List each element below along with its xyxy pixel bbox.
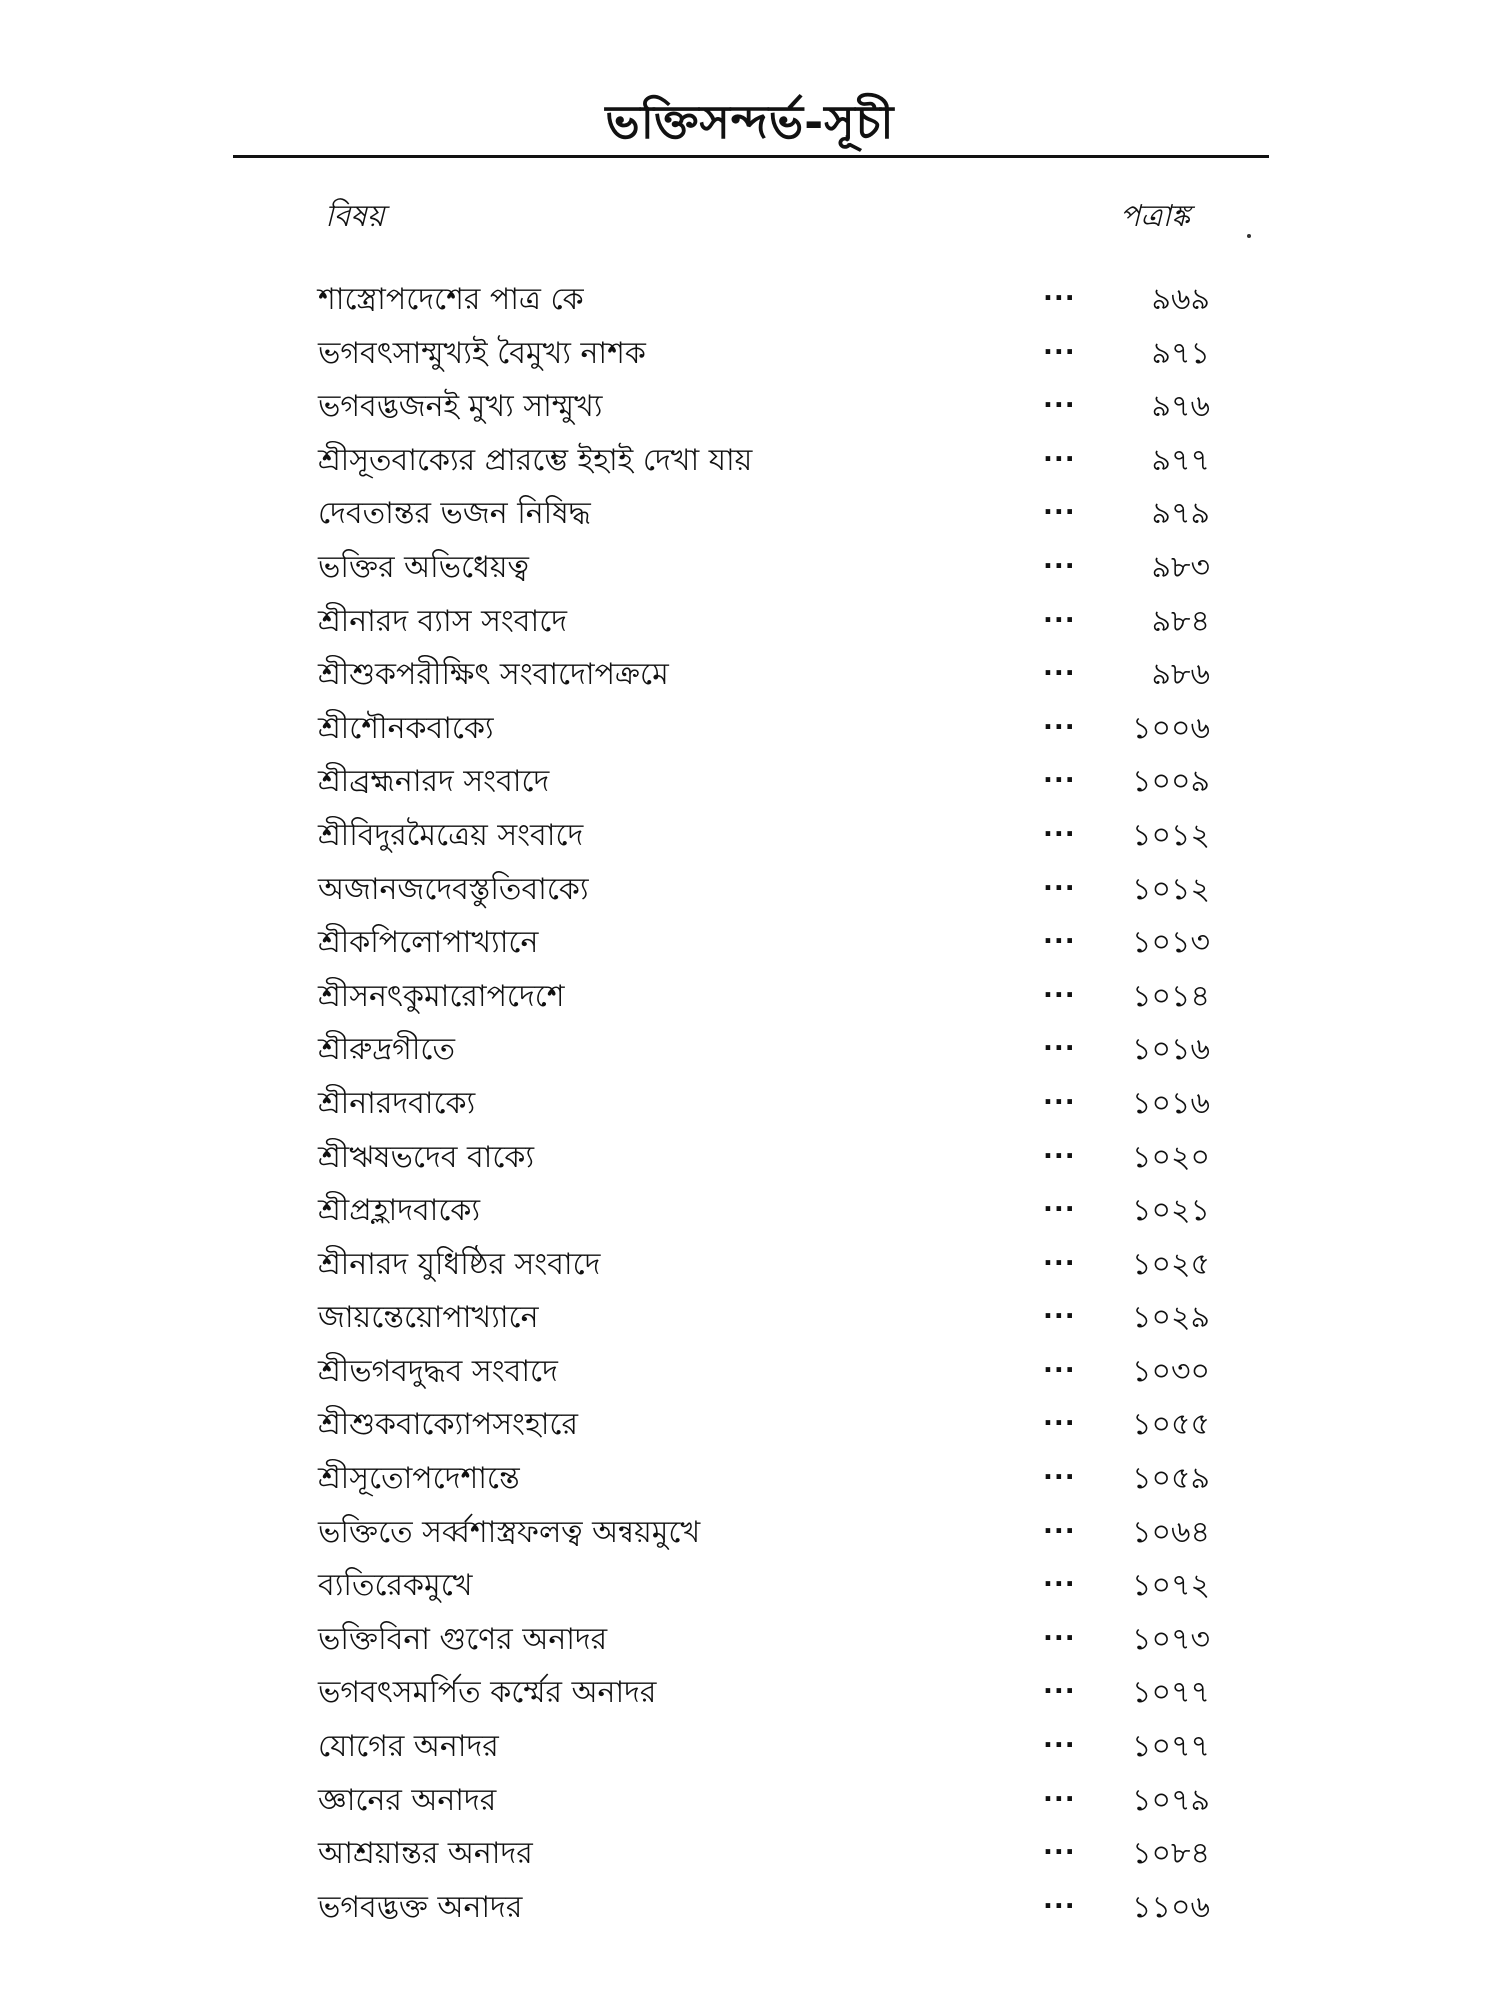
entry-leader-dots: ... <box>1043 920 1076 951</box>
list-item <box>0 918 1500 972</box>
list-item <box>0 1561 1500 1615</box>
entry-leader-dots: ... <box>1043 1241 1076 1272</box>
entry-topic: ব্যতিরেকমুখে <box>318 1568 473 1604</box>
entry-page-number: ৯৮৩ <box>1151 549 1210 585</box>
list-item <box>0 1776 1500 1830</box>
entry-topic: শ্রীঋষভদেব বাক্যে <box>318 1139 535 1175</box>
list-item <box>0 1454 1500 1508</box>
entry-topic: শ্রীনারদ যুধিষ্ঠির সংবাদে <box>318 1246 601 1282</box>
entry-leader-dots: ... <box>1043 330 1076 361</box>
entry-topic: শ্রীব্রহ্মনারদ সংবাদে <box>318 764 550 800</box>
entry-page-number: ১০৭৭ <box>1132 1729 1210 1765</box>
list-item <box>0 650 1500 704</box>
entry-page-number: ৯৭৭ <box>1151 442 1210 478</box>
entry-topic: ভক্তির অভিধেয়ত্ব <box>318 549 529 585</box>
entry-page-number: ৯৭১ <box>1151 335 1210 371</box>
entry-page-number: ৯৬৯ <box>1151 282 1210 317</box>
entry-page-number: ১০২৯ <box>1132 1300 1210 1336</box>
entry-leader-dots: ... <box>1043 1402 1076 1433</box>
list-item <box>0 1883 1500 1937</box>
entry-topic: দেবতান্তর ভজন নিষিদ্ধ <box>318 496 591 532</box>
entry-page-number: ১০১৩ <box>1132 925 1210 961</box>
entry-page-number: ৯৮৬ <box>1151 657 1210 693</box>
stray-dot-mark <box>1247 234 1251 238</box>
list-item <box>0 329 1500 383</box>
entry-topic: শ্রীভগবদুদ্ধব সংবাদে <box>318 1353 558 1389</box>
entry-page-number: ১০১২ <box>1132 817 1210 853</box>
entry-topic: শ্রীনারদবাক্যে <box>318 1085 476 1121</box>
entry-topic: শ্রীশুকবাক্যোপসংহারে <box>318 1407 578 1443</box>
list-item <box>0 1240 1500 1294</box>
entry-page-number: ১০০৬ <box>1132 710 1210 746</box>
entry-topic: শ্রীসূতবাক্যের প্রারম্ভে ইহাই দেখা যায় <box>318 442 753 478</box>
entry-topic: শ্রীশুকপরীক্ষিৎ সংবাদোপক্রমে <box>318 657 669 693</box>
entry-page-number: ১০৫৫ <box>1132 1407 1210 1443</box>
entry-leader-dots: ... <box>1043 1563 1076 1594</box>
entry-topic: ভক্তিতে সর্ব্বশাস্ত্রফলত্ব অন্বয়মুখে <box>318 1514 701 1550</box>
entry-leader-dots: ... <box>1043 1831 1076 1862</box>
list-item <box>0 972 1500 1026</box>
entry-leader-dots: ... <box>1043 1884 1076 1915</box>
list-item <box>0 757 1500 811</box>
entry-page-number: ১১০৬ <box>1132 1889 1210 1925</box>
entry-topic: ভক্তিবিনা গুণের অনাদর <box>318 1621 608 1657</box>
entry-leader-dots: ... <box>1043 384 1076 415</box>
list-item <box>0 1615 1500 1669</box>
subject-column-header: বিষয় <box>325 199 385 234</box>
entry-topic: শ্রীশৌনকবাক্যে <box>318 710 494 746</box>
entry-topic: জায়ন্তেয়োপাখ্যানে <box>318 1300 539 1336</box>
entry-page-number: ১০২০ <box>1132 1139 1210 1175</box>
entry-leader-dots: ... <box>1043 1134 1076 1165</box>
list-item <box>0 1347 1500 1401</box>
list-item <box>0 1508 1500 1562</box>
entry-page-number: ১০২১ <box>1132 1193 1210 1229</box>
entry-leader-dots: ... <box>1043 491 1076 522</box>
entry-page-number: ৯৭৬ <box>1151 389 1210 425</box>
list-item <box>0 1186 1500 1240</box>
list-item <box>0 704 1500 758</box>
entry-page-number: ১০১৬ <box>1132 1085 1210 1121</box>
entry-topic: শ্রীনারদ ব্যাস সংবাদে <box>318 603 568 639</box>
title-divider <box>233 155 1269 158</box>
list-item <box>0 811 1500 865</box>
entry-topic: জ্ঞানের অনাদর <box>318 1782 497 1818</box>
entry-leader-dots: ... <box>1043 1188 1076 1219</box>
entry-topic: ভগবদ্ভজনই মুখ্য সাম্মুখ্য <box>318 389 603 425</box>
entry-page-number: ১০৫৯ <box>1132 1461 1210 1497</box>
entry-page-number: ৯৮৪ <box>1151 603 1210 639</box>
entry-page-number: ১০৮৪ <box>1132 1836 1210 1872</box>
list-item <box>0 1829 1500 1883</box>
contents-list <box>0 275 1500 1936</box>
entry-leader-dots: ... <box>1043 1777 1076 1808</box>
entry-topic: শ্রীরুদ্রগীতে <box>318 1032 455 1068</box>
entry-topic: শ্রীসনৎকুমারোপদেশে <box>318 978 565 1014</box>
entry-leader-dots: ... <box>1043 866 1076 897</box>
entry-leader-dots: ... <box>1043 705 1076 736</box>
list-item <box>0 597 1500 651</box>
entry-leader-dots: ... <box>1043 973 1076 1004</box>
entry-leader-dots: ... <box>1043 1027 1076 1058</box>
entry-topic: ভগবৎসমর্পিত কর্ম্মের অনাদর <box>318 1675 657 1711</box>
entry-page-number: ১০১৪ <box>1132 978 1210 1014</box>
entry-page-number: ১০০৯ <box>1132 764 1210 800</box>
entry-leader-dots: ... <box>1043 812 1076 843</box>
entry-leader-dots: ... <box>1043 598 1076 629</box>
entry-page-number: ১০৭৯ <box>1132 1782 1210 1818</box>
entry-leader-dots: ... <box>1043 759 1076 790</box>
entry-page-number: ১০৭৩ <box>1132 1621 1210 1657</box>
list-item <box>0 489 1500 543</box>
entry-topic: অজানজদেবস্তুতিবাক্যে <box>318 871 589 907</box>
entry-page-number: ১০১২ <box>1132 871 1210 907</box>
entry-topic: যোগের অনাদর <box>318 1729 499 1765</box>
entry-topic: ভগবদ্ভক্ত অনাদর <box>318 1889 523 1925</box>
entry-leader-dots: ... <box>1043 1724 1076 1755</box>
list-item <box>0 1722 1500 1776</box>
entry-leader-dots: ... <box>1043 1295 1076 1326</box>
list-item <box>0 1133 1500 1187</box>
entry-page-number: ১০৭২ <box>1132 1568 1210 1604</box>
list-item <box>0 1025 1500 1079</box>
entry-leader-dots: ... <box>1043 277 1076 307</box>
list-item <box>0 1400 1500 1454</box>
entry-page-number: ১০৭৭ <box>1132 1675 1210 1711</box>
entry-page-number: ১০১৬ <box>1132 1032 1210 1068</box>
list-item <box>0 543 1500 597</box>
list-item <box>0 1668 1500 1722</box>
page-column-header: পত্রাঙ্ক <box>1120 199 1190 234</box>
entry-leader-dots: ... <box>1043 1616 1076 1647</box>
entry-topic: শ্রীবিদুরমৈত্রেয় সংবাদে <box>318 817 584 853</box>
entry-leader-dots: ... <box>1043 1670 1076 1701</box>
entry-topic: শাস্ত্রোপদেশের পাত্র কে <box>318 282 584 317</box>
entry-topic: শ্রীসূতোপদেশান্তে <box>318 1461 520 1497</box>
entry-leader-dots: ... <box>1043 1080 1076 1111</box>
entry-page-number: ১০৩০ <box>1132 1353 1210 1389</box>
list-item <box>0 436 1500 490</box>
entry-leader-dots: ... <box>1043 1456 1076 1487</box>
entry-leader-dots: ... <box>1043 544 1076 575</box>
entry-page-number: ১০২৫ <box>1132 1246 1210 1282</box>
list-item <box>0 382 1500 436</box>
entry-leader-dots: ... <box>1043 437 1076 468</box>
entry-page-number: ১০৬৪ <box>1132 1514 1210 1550</box>
entry-page-number: ৯৭৯ <box>1151 496 1210 532</box>
entry-leader-dots: ... <box>1043 1509 1076 1540</box>
entry-leader-dots: ... <box>1043 1348 1076 1379</box>
entry-leader-dots: ... <box>1043 652 1076 683</box>
entry-topic: শ্রীপ্রহ্লাদবাক্যে <box>318 1193 481 1229</box>
entry-topic: আশ্রয়ান্তর অনাদর <box>318 1836 533 1872</box>
page-title: ভক্তিসন্দর্ভ-সূচী <box>605 95 895 149</box>
list-item <box>0 275 1500 329</box>
list-item <box>0 1079 1500 1133</box>
entry-topic: শ্রীকপিলোপাখ্যানে <box>318 925 539 961</box>
list-item <box>0 1293 1500 1347</box>
list-item <box>0 865 1500 919</box>
entry-topic: ভগবৎসাম্মুখ্যই বৈমুখ্য নাশক <box>318 335 646 371</box>
